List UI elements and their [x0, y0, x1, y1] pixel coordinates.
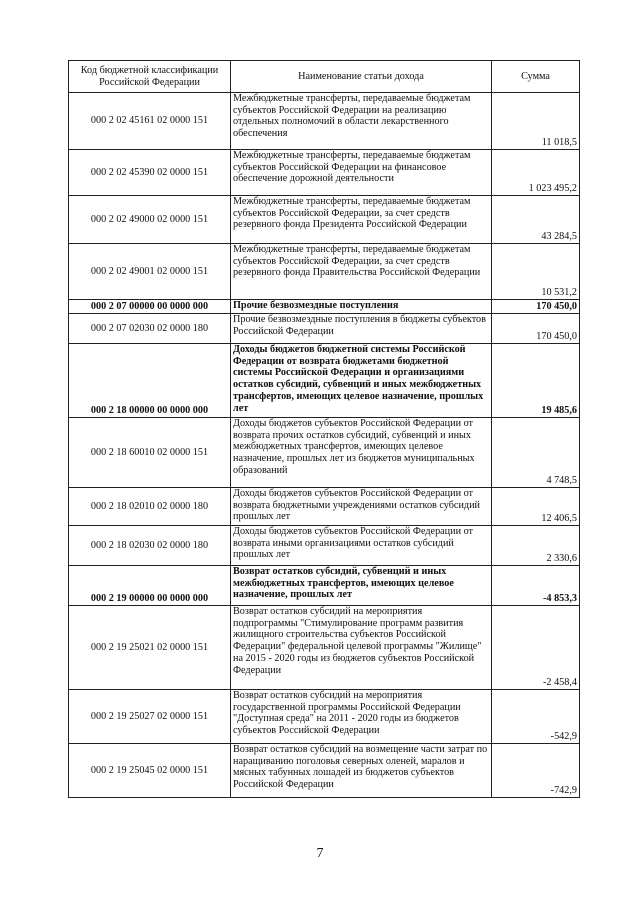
page-number: 7 — [316, 846, 324, 861]
row-sum: 43 284,5 — [492, 196, 580, 244]
table-row — [69, 150, 580, 196]
table-row — [69, 344, 580, 418]
row-code: 000 2 02 45161 02 0000 151 — [69, 93, 231, 150]
row-code: 000 2 19 25021 02 0000 151 — [69, 606, 231, 690]
table-row — [69, 196, 580, 244]
row-code: 000 2 19 25045 02 0000 151 — [69, 744, 231, 798]
row-code: 000 2 02 49000 02 0000 151 — [69, 196, 231, 244]
row-name: Возврат остатков субсидий, субвенций и иных межбюджетных трансфертов, имеющих целевое назначение, прошлых лет — [231, 566, 492, 606]
row-name: Прочие безвозмездные поступления — [231, 300, 492, 314]
row-sum: 1 023 495,2 — [492, 150, 580, 196]
row-code: 000 2 18 02030 02 0000 180 — [69, 526, 231, 566]
row-code: 000 2 07 02030 02 0000 180 — [69, 314, 231, 344]
row-name: Межбюджетные трансферты, передаваемые бюджетам субъектов Российской Федерации на реализацию отдельных полномочий в области лекарственного обеспечения — [231, 93, 492, 150]
row-sum: 170 450,0 — [492, 314, 580, 344]
row-name: Доходы бюджетов бюджетной системы Российской Федерации от возврата бюджетами бюджетной системы Российской Федерации и организациями остатков субсидий, субвенций и иных межбюджетных трансфертов, имеющих целевое назначение, прошлых лет — [231, 344, 492, 418]
table-body — [69, 93, 580, 798]
table-row — [69, 744, 580, 798]
row-sum: 2 330,6 — [492, 526, 580, 566]
row-name: Доходы бюджетов субъектов Российской Федерации от возврата иными организациями остатков субсидий прошлых лет — [231, 526, 492, 566]
row-code: 000 2 02 49001 02 0000 151 — [69, 244, 231, 300]
row-sum: -2 458,4 — [492, 606, 580, 690]
row-sum: 10 531,2 — [492, 244, 580, 300]
row-code: 000 2 19 25027 02 0000 151 — [69, 690, 231, 744]
table-row — [69, 526, 580, 566]
row-name: Межбюджетные трансферты, передаваемые бюджетам субъектов Российской Федерации, за счет средств резервного фонда Правительства Российской Федерации — [231, 244, 492, 300]
row-name: Возврат остатков субсидий на возмещение части затрат по наращиванию поголовья северных оленей, маралов и мясных табунных лошадей из бюджетов субъектов Российской Федерации — [231, 744, 492, 798]
row-name: Возврат остатков субсидий на мероприятия подпрограммы "Стимулирование программ развития жилищного строительства субъектов Российской Федерации" федеральной целевой программы "Жилище" на 2015 - 2020 годы из бюджетов субъектов Российской Федерации — [231, 606, 492, 690]
row-code: 000 2 18 60010 02 0000 151 — [69, 418, 231, 488]
table-row — [69, 488, 580, 526]
table-header-row — [69, 61, 580, 93]
table-row — [69, 314, 580, 344]
row-sum: 170 450,0 — [492, 300, 580, 314]
row-sum: -542,9 — [492, 690, 580, 744]
table-row — [69, 690, 580, 744]
header-name: Наименование статьи дохода — [231, 61, 492, 93]
table-row — [69, 93, 580, 150]
table-row — [69, 418, 580, 488]
row-code: 000 2 02 45390 02 0000 151 — [69, 150, 231, 196]
row-code: 000 2 19 00000 00 0000 000 — [69, 566, 231, 606]
revenue-table — [68, 60, 580, 798]
row-name: Межбюджетные трансферты, передаваемые бюджетам субъектов Российской Федерации на финансовое обеспечение дорожной деятельности — [231, 150, 492, 196]
table-row — [69, 300, 580, 314]
row-name: Возврат остатков субсидий на мероприятия государственной программы Российской Федерации "Доступная среда" на 2011 - 2020 годы из бюджетов субъектов Российской Федерации — [231, 690, 492, 744]
table-row — [69, 244, 580, 300]
row-name: Доходы бюджетов субъектов Российской Федерации от возврата прочих остатков субсидий, субвенций и иных межбюджетных трансфертов, имеющих целевое назначение, прошлых лет из бюджетов муниципальных образований — [231, 418, 492, 488]
row-sum: 19 485,6 — [492, 344, 580, 418]
table-row — [69, 566, 580, 606]
header-sum: Сумма — [492, 61, 580, 93]
row-code: 000 2 07 00000 00 0000 000 — [69, 300, 231, 314]
header-code: Код бюджетной классификации Российской Федерации — [69, 61, 231, 93]
row-sum: 4 748,5 — [492, 418, 580, 488]
row-code: 000 2 18 02010 02 0000 180 — [69, 488, 231, 526]
row-sum: 12 406,5 — [492, 488, 580, 526]
row-name: Прочие безвозмездные поступления в бюджеты субъектов Российской Федерации — [231, 314, 492, 344]
row-sum: 11 018,5 — [492, 93, 580, 150]
row-name: Доходы бюджетов субъектов Российской Федерации от возврата бюджетными учреждениями остатков субсидий прошлых лет — [231, 488, 492, 526]
row-sum: -742,9 — [492, 744, 580, 798]
row-sum: -4 853,3 — [492, 566, 580, 606]
row-name: Межбюджетные трансферты, передаваемые бюджетам субъектов Российской Федерации, за счет средств резервного фонда Президента Российской Федерации — [231, 196, 492, 244]
table-row — [69, 606, 580, 690]
row-code: 000 2 18 00000 00 0000 000 — [69, 344, 231, 418]
